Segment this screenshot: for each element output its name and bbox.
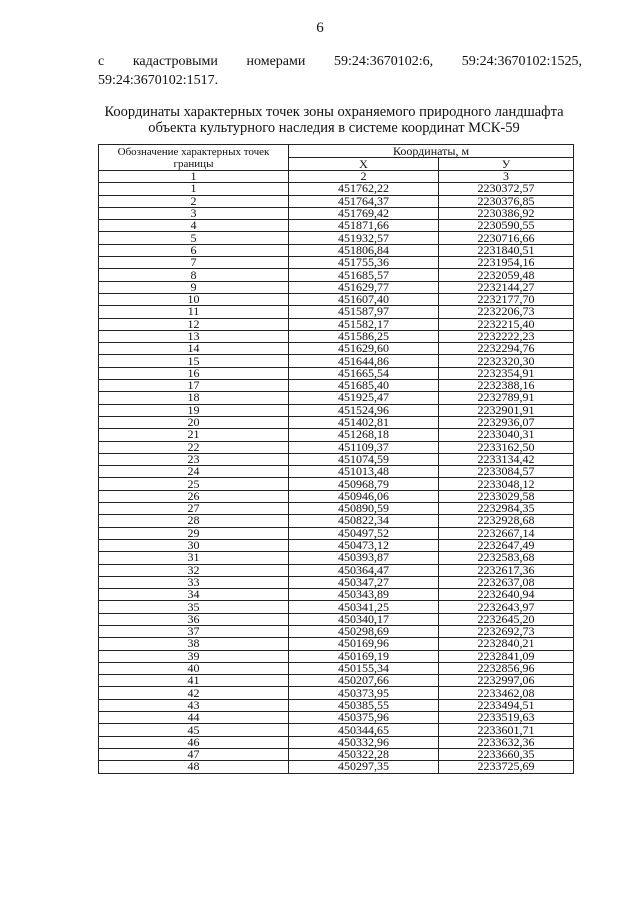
y-coordinate-cell: 2232583,68 [439,552,574,564]
point-number-cell: 47 [99,748,289,760]
y-coordinate-cell: 2232936,07 [439,416,574,428]
point-number-cell: 33 [99,576,289,588]
y-coordinate-cell: 2232645,20 [439,613,574,625]
coordinates-table [98,144,574,774]
point-number-cell: 26 [99,490,289,502]
point-number-cell: 20 [99,416,289,428]
x-coordinate-cell: 451629,77 [289,281,439,293]
y-coordinate-cell: 2230376,85 [439,195,574,207]
point-number-cell: 40 [99,662,289,674]
y-coordinate-cell: 2232984,35 [439,503,574,515]
intro-word: кадастровыми [132,54,218,69]
y-coordinate-cell: 2232637,08 [439,576,574,588]
x-coordinate-cell: 451402,81 [289,416,439,428]
point-number-cell: 10 [99,293,289,305]
point-number-cell: 48 [99,761,289,773]
x-coordinate-cell: 451685,40 [289,380,439,392]
x-coordinate-cell: 451755,36 [289,257,439,269]
y-coordinate-cell: 2232215,40 [439,318,574,330]
x-coordinate-cell: 450497,52 [289,527,439,539]
y-coordinate-cell: 2230386,92 [439,207,574,219]
x-coordinate-cell: 451607,40 [289,293,439,305]
x-coordinate-cell: 450298,69 [289,625,439,637]
y-coordinate-cell: 2233632,36 [439,736,574,748]
x-coordinate-cell: 451762,22 [289,183,439,195]
point-number-cell: 7 [99,257,289,269]
y-coordinate-cell: 2232901,91 [439,404,574,416]
x-coordinate-cell: 451769,42 [289,207,439,219]
point-number-cell: 17 [99,380,289,392]
x-coordinate-cell: 451013,48 [289,466,439,478]
point-number-cell: 28 [99,515,289,527]
point-number-cell: 30 [99,539,289,551]
point-number-cell: 1 [99,183,289,195]
point-number-cell: 39 [99,650,289,662]
x-coordinate-cell: 451587,97 [289,306,439,318]
header-coordinates: Координаты, м [289,145,574,158]
x-coordinate-cell: 450375,96 [289,712,439,724]
point-number-cell: 42 [99,687,289,699]
x-coordinate-cell: 450473,12 [289,539,439,551]
header-y: У [439,158,574,171]
point-number-cell: 9 [99,281,289,293]
y-coordinate-cell: 2233134,42 [439,453,574,465]
cadastral-number: 59:24:3670102:6, [333,54,434,69]
x-coordinate-cell: 451586,25 [289,330,439,342]
x-coordinate-cell: 450385,55 [289,699,439,711]
x-coordinate-cell: 450297,35 [289,761,439,773]
x-coordinate-cell: 451925,47 [289,392,439,404]
x-coordinate-cell: 451644,86 [289,355,439,367]
x-coordinate-cell: 450169,96 [289,638,439,650]
x-coordinate-cell: 450946,06 [289,490,439,502]
point-number-cell: 8 [99,269,289,281]
point-number-cell: 15 [99,355,289,367]
y-coordinate-cell: 2232928,68 [439,515,574,527]
x-coordinate-cell: 450155,34 [289,662,439,674]
x-coordinate-cell: 451665,54 [289,367,439,379]
x-coordinate-cell: 450347,27 [289,576,439,588]
y-coordinate-cell: 2232841,09 [439,650,574,662]
point-number-cell: 21 [99,429,289,441]
x-coordinate-cell: 450890,59 [289,503,439,515]
y-coordinate-cell: 2232206,73 [439,306,574,318]
index-cell: 1 [99,171,289,183]
point-number-cell: 12 [99,318,289,330]
x-coordinate-cell: 450207,66 [289,675,439,687]
y-coordinate-cell: 2233601,71 [439,724,574,736]
point-number-cell: 11 [99,306,289,318]
y-coordinate-cell: 2232059,48 [439,269,574,281]
y-coordinate-cell: 2232997,06 [439,675,574,687]
point-number-cell: 4 [99,220,289,232]
y-coordinate-cell: 2232294,76 [439,343,574,355]
y-coordinate-cell: 2233084,57 [439,466,574,478]
x-coordinate-cell: 450332,96 [289,736,439,748]
y-coordinate-cell: 2232856,96 [439,662,574,674]
x-coordinate-cell: 451268,18 [289,429,439,441]
point-number-cell: 24 [99,466,289,478]
y-coordinate-cell: 2230590,55 [439,220,574,232]
header-point-designation: Обозначение характерных точек границы [99,145,289,171]
y-coordinate-cell: 2233660,35 [439,748,574,760]
y-coordinate-cell: 2230716,66 [439,232,574,244]
index-cell: 2 [289,171,439,183]
x-coordinate-cell: 451764,37 [289,195,439,207]
y-coordinate-cell: 2230372,57 [439,183,574,195]
index-cell: 3 [439,171,574,183]
point-number-cell: 23 [99,453,289,465]
x-coordinate-cell: 450822,34 [289,515,439,527]
intro-word: номерами [246,54,306,69]
point-number-cell: 18 [99,392,289,404]
point-number-cell: 34 [99,589,289,601]
intro-paragraph [98,52,582,90]
point-number-cell: 6 [99,244,289,256]
y-coordinate-cell: 2232222,23 [439,330,574,342]
x-coordinate-cell: 450344,65 [289,724,439,736]
y-coordinate-cell: 2232789,91 [439,392,574,404]
x-coordinate-cell: 451074,59 [289,453,439,465]
point-number-cell: 5 [99,232,289,244]
point-number-cell: 43 [99,699,289,711]
header-x: X [289,158,439,171]
cadastral-number: 59:24:3670102:1525, [461,54,582,69]
y-coordinate-cell: 2232177,70 [439,293,574,305]
page-number: 6 [316,20,324,36]
y-coordinate-cell: 2232647,49 [439,539,574,551]
point-number-cell: 37 [99,625,289,637]
point-number-cell: 32 [99,564,289,576]
table-row [99,761,574,773]
x-coordinate-cell: 450968,79 [289,478,439,490]
point-number-cell: 3 [99,207,289,219]
point-number-cell: 36 [99,613,289,625]
y-coordinate-cell: 2232144,27 [439,281,574,293]
y-coordinate-cell: 2232692,73 [439,625,574,637]
y-coordinate-cell: 2232320,30 [439,355,574,367]
point-number-cell: 16 [99,367,289,379]
x-coordinate-cell: 451629,60 [289,343,439,355]
y-coordinate-cell: 2233048,12 [439,478,574,490]
y-coordinate-cell: 2231954,16 [439,257,574,269]
y-coordinate-cell: 2233040,31 [439,429,574,441]
x-coordinate-cell: 450364,47 [289,564,439,576]
y-coordinate-cell: 2233725,69 [439,761,574,773]
point-number-cell: 31 [99,552,289,564]
point-number-cell: 19 [99,404,289,416]
point-number-cell: 29 [99,527,289,539]
point-number-cell: 25 [99,478,289,490]
x-coordinate-cell: 450322,28 [289,748,439,760]
y-coordinate-cell: 2233494,51 [439,699,574,711]
x-coordinate-cell: 450341,25 [289,601,439,613]
x-coordinate-cell: 450393,87 [289,552,439,564]
y-coordinate-cell: 2231840,51 [439,244,574,256]
point-number-cell: 27 [99,503,289,515]
intro-line-2: 59:24:3670102:1517. [98,73,219,88]
y-coordinate-cell: 2233519,63 [439,712,574,724]
point-number-cell: 2 [99,195,289,207]
title-line-2: объекта культурного наследия в системе координат МСК-59 [148,120,520,136]
x-coordinate-cell: 451582,17 [289,318,439,330]
y-coordinate-cell: 2232388,16 [439,380,574,392]
point-number-cell: 35 [99,601,289,613]
title-line-1: Координаты характерных точек зоны охраняемого природного ландшафта [104,104,564,120]
table-row [99,712,574,724]
x-coordinate-cell: 451685,57 [289,269,439,281]
y-coordinate-cell: 2233029,58 [439,490,574,502]
y-coordinate-cell: 2232667,14 [439,527,574,539]
y-coordinate-cell: 2232617,36 [439,564,574,576]
x-coordinate-cell: 450373,95 [289,687,439,699]
x-coordinate-cell: 451932,57 [289,232,439,244]
point-number-cell: 14 [99,343,289,355]
y-coordinate-cell: 2232640,94 [439,589,574,601]
point-number-cell: 45 [99,724,289,736]
x-coordinate-cell: 451806,84 [289,244,439,256]
x-coordinate-cell: 451524,96 [289,404,439,416]
intro-word: с [98,54,105,69]
point-number-cell: 41 [99,675,289,687]
x-coordinate-cell: 450343,89 [289,589,439,601]
y-coordinate-cell: 2233462,08 [439,687,574,699]
x-coordinate-cell: 451871,66 [289,220,439,232]
intro-line-1 [98,52,582,71]
point-number-cell: 46 [99,736,289,748]
y-coordinate-cell: 2232643,97 [439,601,574,613]
x-coordinate-cell: 451109,37 [289,441,439,453]
x-coordinate-cell: 450340,17 [289,613,439,625]
y-coordinate-cell: 2233162,50 [439,441,574,453]
point-number-cell: 38 [99,638,289,650]
point-number-cell: 13 [99,330,289,342]
point-number-cell: 22 [99,441,289,453]
table-body [99,183,574,773]
y-coordinate-cell: 2232354,91 [439,367,574,379]
point-number-cell: 44 [99,712,289,724]
y-coordinate-cell: 2232840,21 [439,638,574,650]
table-title [84,104,584,136]
x-coordinate-cell: 450169,19 [289,650,439,662]
